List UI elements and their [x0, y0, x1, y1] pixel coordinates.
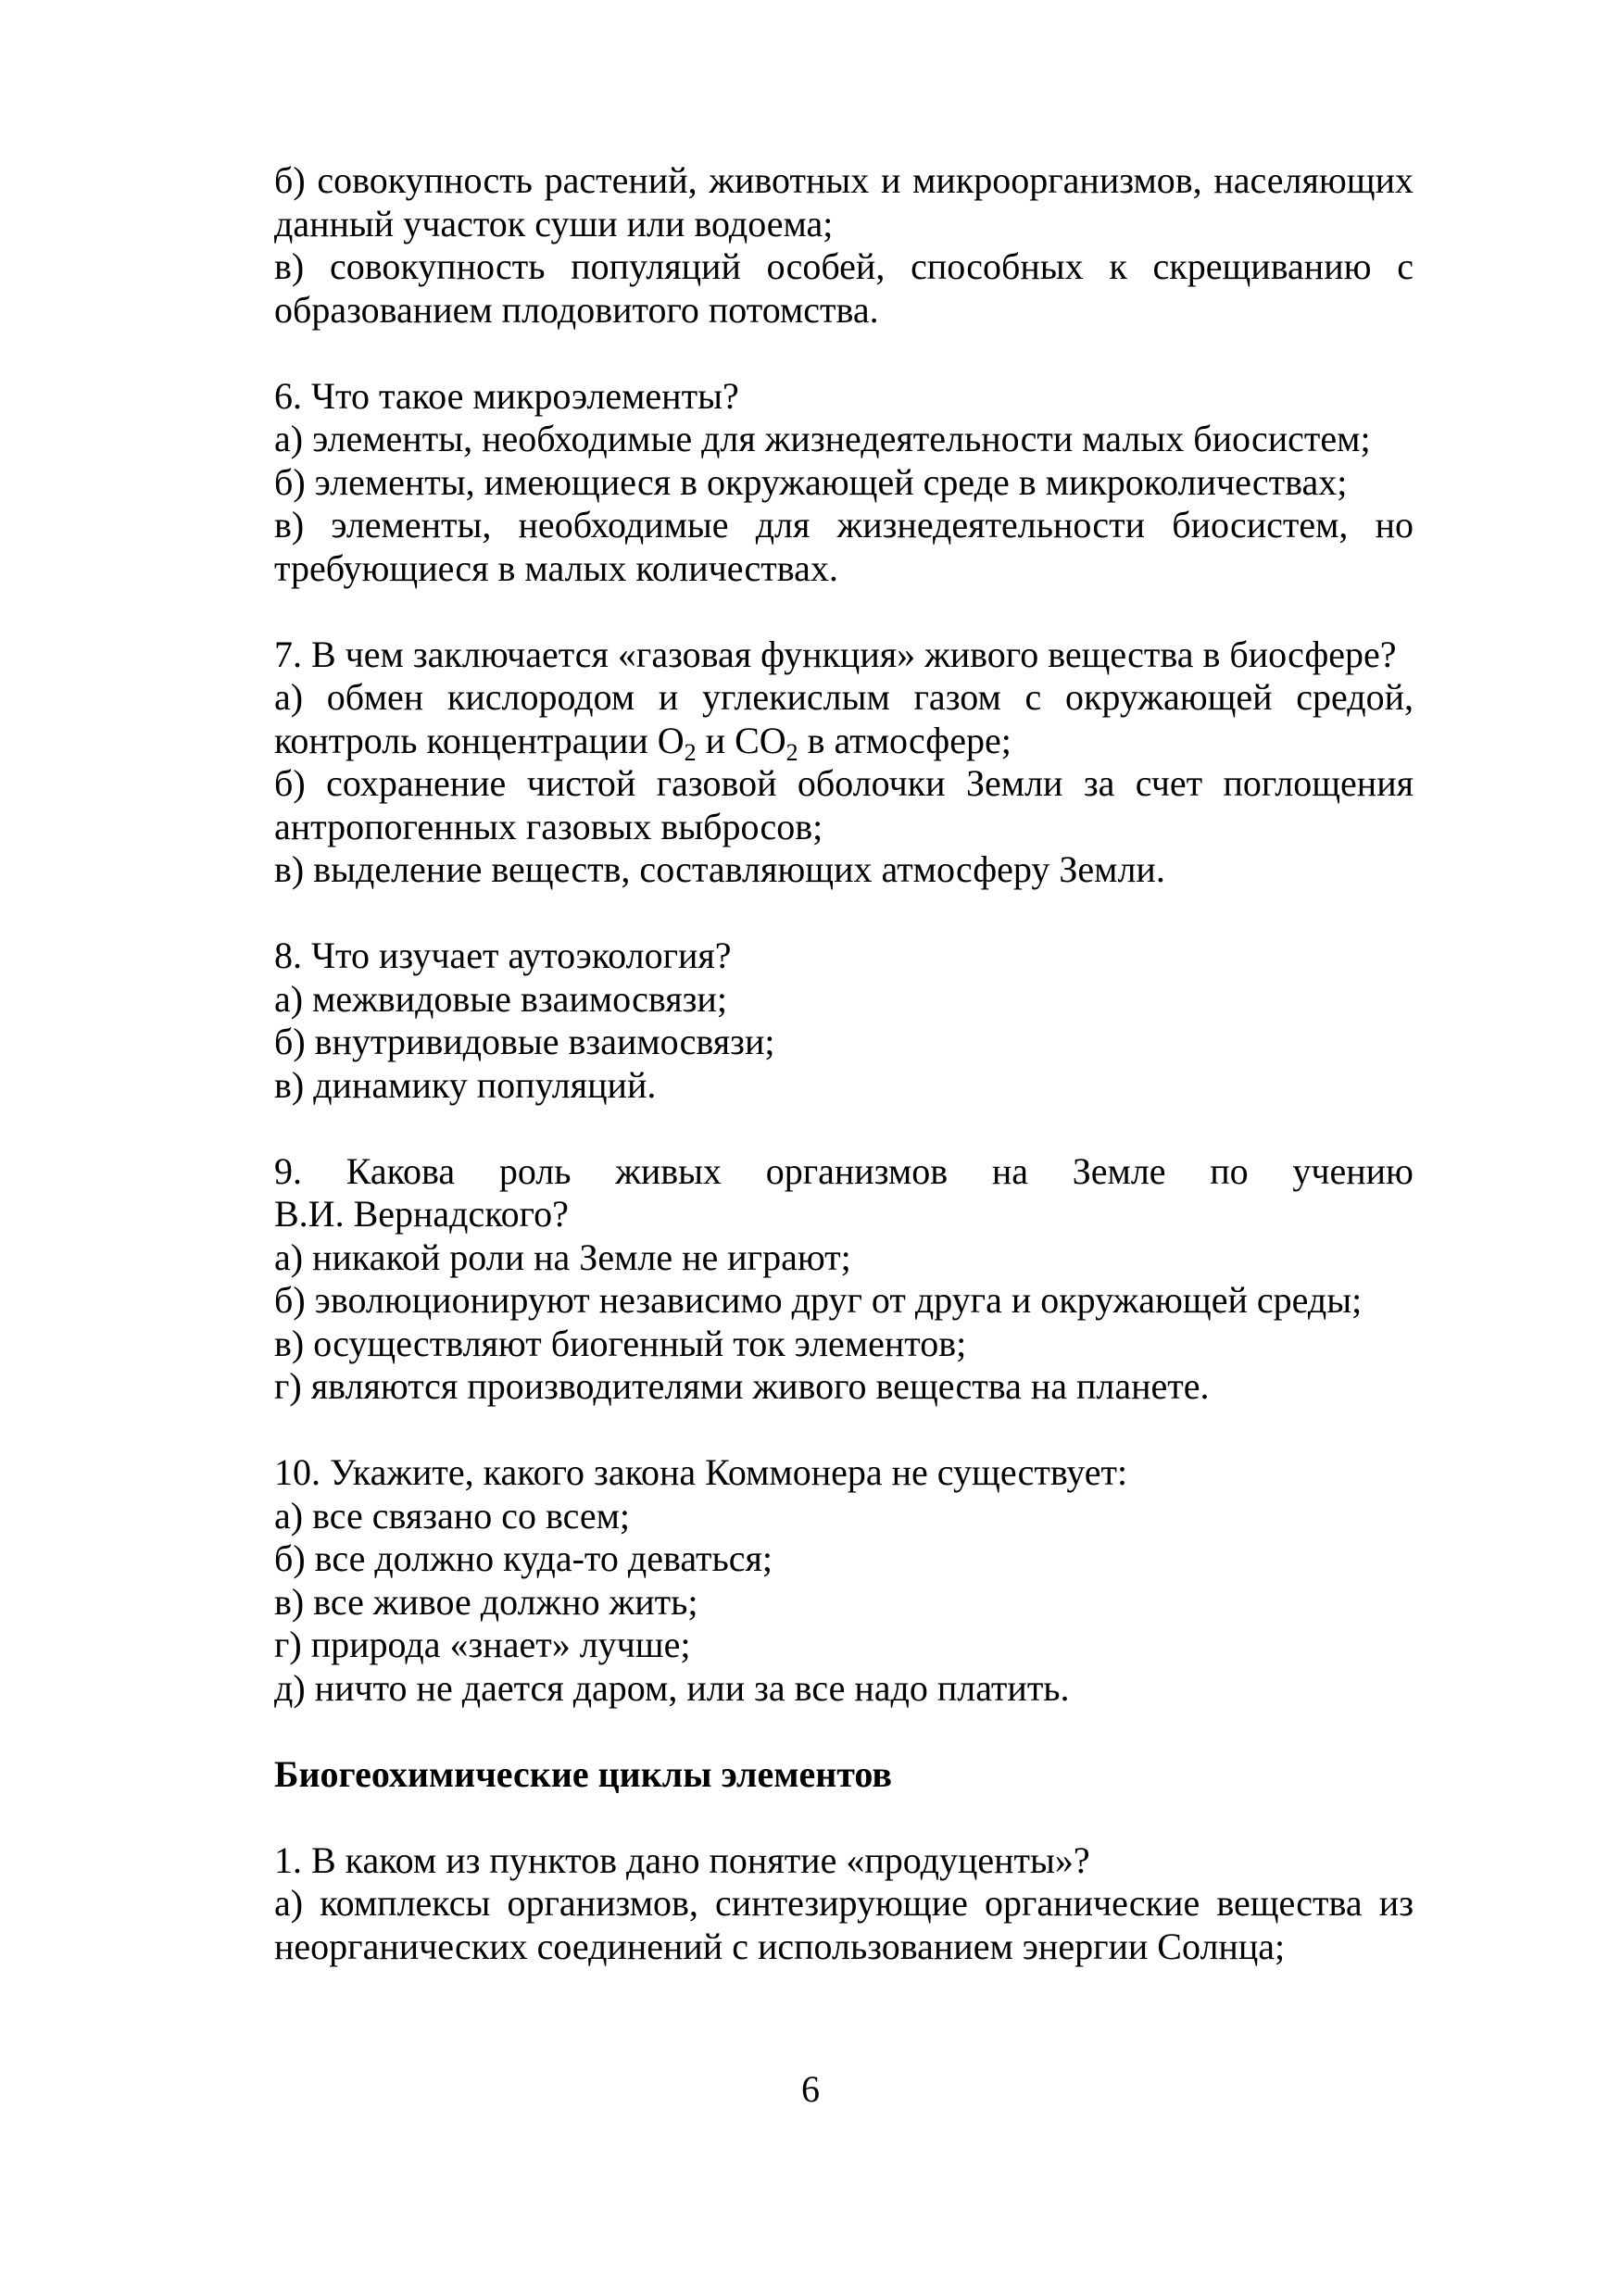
answer-option: б) сохранение чистой газовой оболочки Земли за счет поглощения антропогенных газовых выбросов;: [274, 762, 1414, 847]
answer-option: б) элементы, имеющиеся в окружающей среде в микроколичествах;: [274, 460, 1348, 503]
question-text: 6. Что такое микроэлементы?: [274, 374, 739, 417]
question-text: 8. Что изучает аутоэкология?: [274, 935, 732, 976]
answer-option: б) эволюционируют независимо друг от друга и окружающей среды;: [274, 1279, 1363, 1321]
answer-option: г) природа «знает» лучше;: [274, 1624, 691, 1665]
question-7: [274, 634, 1414, 892]
question-text-line: 9. Какова роль живых организмов на Земле по учению: [274, 1149, 1414, 1192]
document-page: [274, 159, 1414, 1968]
question-text: 1. В каком из пунктов дано понятие «продуценты»?: [274, 1838, 1090, 1881]
page-number: 6: [801, 2068, 820, 2110]
answer-option: г) являются производителями живого вещества на планете.: [274, 1365, 1210, 1407]
answer-option: в) совокупность популяций особей, способных к скрещиванию с образованием плодовитого потомства.: [274, 245, 1414, 331]
question-10: [274, 1451, 1414, 1710]
answer-option: в) выделение веществ, составляющих атмосферу Земли.: [274, 848, 1165, 890]
question-6: [274, 375, 1414, 591]
section-question-1: [274, 1839, 1414, 1969]
answer-option: а) все связано со всем;: [274, 1494, 631, 1537]
answer-option: б) внутривидовые взаимосвязи;: [274, 1021, 775, 1062]
answer-option: а) никакой роли на Земле не играют;: [274, 1236, 851, 1278]
section-heading: Биогеохимические циклы элементов: [274, 1752, 892, 1795]
answer-option: а) элементы, необходимые для жизнедеятельности малых биосистем;: [274, 418, 1371, 459]
question-8: [274, 935, 1414, 1107]
question-text-line: В.И. Вернадского?: [274, 1193, 569, 1235]
question-9: [274, 1150, 1414, 1409]
answer-option: а) межвидовые взаимосвязи;: [274, 977, 727, 1020]
answer-option: а) комплексы организмов, синтезирующие органические вещества из неорганических соединений с использованием энергии Солнца;: [274, 1882, 1414, 1967]
answer-option: а) обмен кислородом и углекислым газом с окружающей средой, контроль концентрации $O_2$ и $CO_2$ в атмосфере;: [274, 676, 1414, 766]
question-text: 10. Укажите, какого закона Коммонера не существует:: [274, 1451, 1128, 1493]
answer-option: в) все живое должно жить;: [274, 1580, 698, 1623]
answer-option: б) все должно куда-то деваться;: [274, 1537, 773, 1579]
answer-option: в) динамику популяций.: [274, 1063, 657, 1106]
answer-option: в) осуществляют биогенный ток элементов;: [274, 1322, 967, 1364]
answer-option: в) элементы, необходимые для жизнедеятельности биосистем, но требующиеся в малых количествах.: [274, 504, 1414, 589]
answer-option: б) совокупность растений, животных и микроорганизмов, населяющих данный участок суши или водоема;: [274, 159, 1414, 245]
question-text: 7. В чем заключается «газовая функция» живого вещества в биосфере?: [274, 633, 1397, 675]
answer-option: д) ничто не дается даром, или за все надо платить.: [274, 1666, 1070, 1709]
continuation-answers: [274, 159, 1414, 332]
